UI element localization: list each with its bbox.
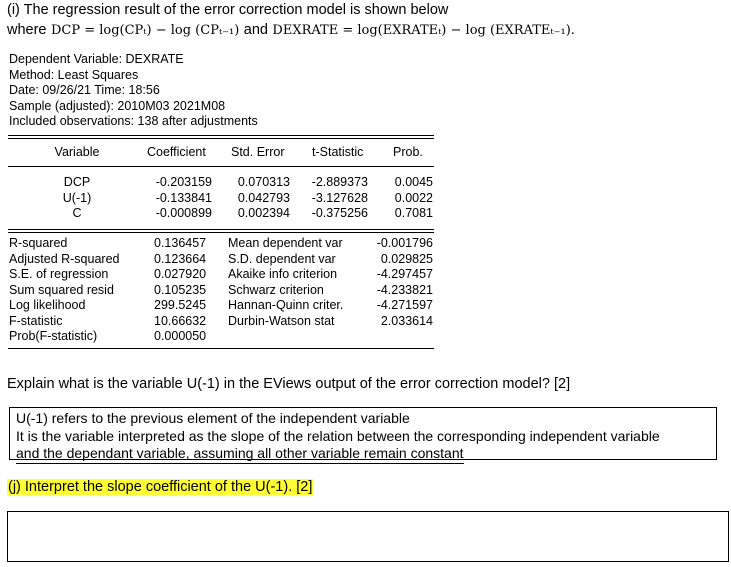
row-u1-coefficient: -0.133841	[155, 191, 212, 205]
stat-right-value-0: -0.001796	[376, 236, 433, 250]
column-header-t-statistic: t-Statistic	[312, 145, 364, 159]
stat-right-label-1: S.D. dependent var	[228, 252, 336, 266]
eviews-header	[9, 52, 258, 130]
and-word: and	[243, 22, 268, 38]
table-rule-top2	[8, 138, 434, 139]
row-c-t-stat: -0.375256	[311, 206, 368, 220]
stat-left-label-2: S.E. of regression	[9, 267, 109, 281]
row-dcp-variable: DCP	[63, 175, 91, 189]
dependent-variable: Dependent Variable: DEXRATE	[9, 52, 184, 66]
row-dcp-prob: 0.0045	[394, 175, 433, 189]
stat-right-label-2: Akaike info criterion	[228, 267, 338, 281]
stat-left-label-0: R-squared	[9, 236, 68, 250]
stat-right-value-4: -4.271597	[376, 298, 433, 312]
method: Method: Least Squares	[9, 67, 139, 82]
stat-right-label-3: Schwarz criterion	[228, 283, 324, 297]
table-rule-bottom	[8, 348, 434, 349]
dcp-definition: DCP = log(CPₜ) − log (CPₜ₋₁)	[50, 23, 240, 38]
table-rule-stats2	[8, 232, 434, 233]
row-dcp-t-stat: -2.889373	[311, 175, 368, 189]
row-c-coefficient: -0.000899	[155, 206, 212, 220]
stat-left-value-5: 10.66632	[154, 314, 207, 328]
row-u1-t-stat: -3.127628	[311, 191, 368, 205]
answer-i-line-1: U(-1) refers to the previous element of the independent variable	[16, 410, 410, 426]
answer-i-line-2: It is the variable interpreted as the slope of the relation between the corresponding independent variable	[16, 427, 660, 444]
question-j: (j) Interpret the slope coefficient of the U(-1). [2]	[8, 479, 313, 495]
answer-box-j[interactable]	[7, 511, 729, 562]
date-time: Date: 09/26/21 Time: 18:56	[9, 83, 160, 97]
table-rule-top1	[8, 135, 434, 136]
row-u1-prob: 0.0022	[394, 191, 433, 205]
stat-left-label-3: Sum squared resid	[9, 283, 114, 297]
stat-left-value-2: 0.027920	[154, 267, 207, 281]
sample: Sample (adjusted): 2010M03 2021M08	[9, 98, 226, 113]
row-dcp-coefficient: -0.203159	[155, 175, 212, 189]
observations: Included observations: 138 after adjustments	[9, 114, 258, 128]
row-u1-std-error: 0.042793	[237, 191, 290, 205]
stat-left-value-4: 299.5245	[154, 298, 207, 312]
stat-right-label-5: Durbin-Watson stat	[228, 314, 335, 328]
stat-left-value-6: 0.000050	[154, 329, 207, 343]
stat-left-value-1: 0.123664	[154, 252, 207, 266]
stat-left-label-1: Adjusted R-squared	[9, 252, 120, 266]
stat-right-value-1: 0.029825	[380, 252, 433, 266]
stat-left-value-0: 0.136457	[154, 236, 207, 250]
table-rule-stats1	[8, 229, 434, 230]
stat-right-value-2: -4.297457	[376, 267, 433, 281]
stat-left-value-3: 0.105235	[154, 283, 207, 297]
dexrate-definition: DEXRATE = log(EXRATEₜ) − log (EXRATEₜ₋₁).	[272, 23, 575, 38]
row-u1-variable: U(-1)	[62, 191, 92, 205]
answer-i-line-3: and the dependant variable, assuming all other variable remain constant	[16, 445, 464, 464]
column-header-variable: Variable	[54, 145, 100, 159]
row-c-std-error: 0.002394	[237, 206, 290, 220]
row-c-variable: C	[72, 206, 82, 220]
question-i-definitions	[7, 21, 575, 39]
explain-question: Explain what is the variable U(-1) in the EViews output of the error correction model? [2]	[7, 376, 571, 392]
column-header-prob: Prob.	[393, 145, 423, 159]
stat-right-value-3: -4.233821	[376, 283, 433, 297]
row-c-prob: 0.7081	[394, 206, 433, 220]
stat-left-label-4: Log likelihood	[9, 298, 86, 312]
row-dcp-std-error: 0.070313	[237, 175, 290, 189]
table-rule-mid	[8, 166, 434, 167]
column-header-std-error: Std. Error	[231, 145, 285, 159]
stat-left-label-6: Prob(F-statistic)	[9, 329, 98, 343]
where-word: where	[7, 22, 47, 38]
stat-right-label-4: Hannan-Quinn criter.	[228, 298, 344, 312]
answer-box-i[interactable]	[9, 407, 717, 460]
stat-right-label-0: Mean dependent var	[228, 236, 343, 250]
stat-left-label-5: F-statistic	[9, 314, 63, 328]
stat-right-value-5: 2.033614	[380, 314, 433, 328]
question-i-text: (i) The regression result of the error correction model is shown below	[7, 2, 449, 18]
column-header-coefficient: Coefficient	[147, 145, 206, 159]
